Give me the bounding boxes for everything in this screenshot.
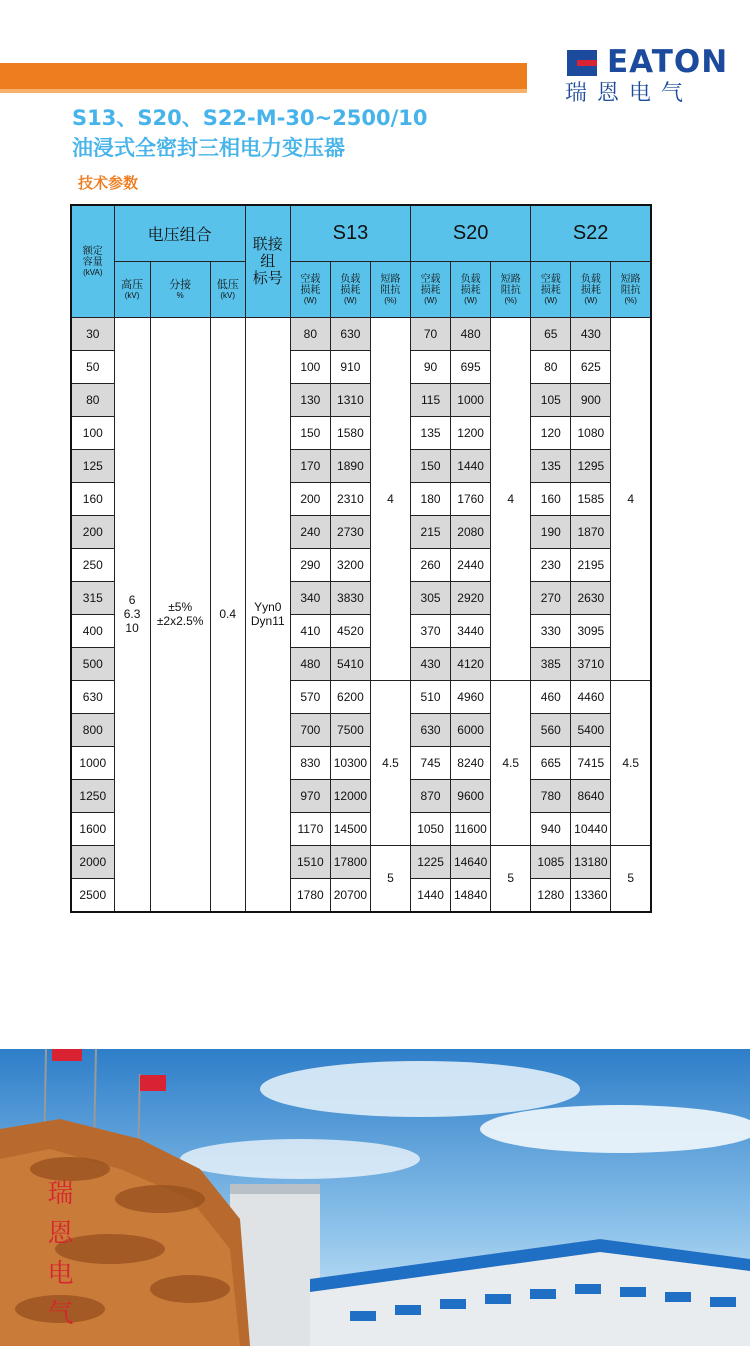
- noload-loss-cell: 105: [531, 383, 571, 416]
- noload-loss-cell: 190: [531, 515, 571, 548]
- series-s13-noload-header: 空载 损耗 (W): [290, 261, 330, 317]
- table-row: [71, 317, 651, 350]
- load-loss-cell: 6000: [451, 713, 491, 746]
- load-loss-cell: 430: [571, 317, 611, 350]
- series-s20-impedance-header: 短路 阻抗 (%): [491, 261, 531, 317]
- noload-loss-cell: 745: [411, 746, 451, 779]
- noload-loss-cell: 870: [411, 779, 451, 812]
- voltage-group-header: 电压组合: [114, 205, 245, 261]
- capacity-cell: 2000: [71, 845, 114, 878]
- load-loss-cell: 2630: [571, 581, 611, 614]
- capacity-cell: 1600: [71, 812, 114, 845]
- noload-loss-cell: 410: [290, 614, 330, 647]
- series-s20-load-header: 负载 损耗 (W): [451, 261, 491, 317]
- noload-loss-cell: 510: [411, 680, 451, 713]
- series-s13-impedance-header: 短路 阻抗 (%): [370, 261, 410, 317]
- series-s22-noload-header: 空载 损耗 (W): [531, 261, 571, 317]
- load-loss-cell: 1760: [451, 482, 491, 515]
- noload-loss-cell: 305: [411, 581, 451, 614]
- product-name-title: 油浸式全密封三相电力变压器: [72, 136, 345, 160]
- header-accent-bar: [0, 63, 527, 89]
- load-loss-cell: 1000: [451, 383, 491, 416]
- load-loss-cell: 13360: [571, 878, 611, 912]
- noload-loss-cell: 135: [411, 416, 451, 449]
- capacity-cell: 2500: [71, 878, 114, 912]
- noload-loss-cell: 430: [411, 647, 451, 680]
- capacity-cell: 630: [71, 680, 114, 713]
- section-label: 技术参数: [78, 174, 139, 192]
- load-loss-cell: 14640: [451, 845, 491, 878]
- noload-loss-cell: 230: [531, 548, 571, 581]
- load-loss-cell: 11600: [451, 812, 491, 845]
- noload-loss-cell: 1225: [411, 845, 451, 878]
- capacity-cell: 315: [71, 581, 114, 614]
- load-loss-cell: 7500: [330, 713, 370, 746]
- noload-loss-cell: 1050: [411, 812, 451, 845]
- capacity-cell: 250: [71, 548, 114, 581]
- noload-loss-cell: 1440: [411, 878, 451, 912]
- noload-loss-cell: 130: [290, 383, 330, 416]
- noload-loss-cell: 90: [411, 350, 451, 383]
- noload-loss-cell: 170: [290, 449, 330, 482]
- noload-loss-cell: 460: [531, 680, 571, 713]
- noload-loss-cell: 180: [411, 482, 451, 515]
- load-loss-cell: 4120: [451, 647, 491, 680]
- impedance-cell: 4: [370, 317, 410, 680]
- load-loss-cell: 10440: [571, 812, 611, 845]
- impedance-cell: 4: [491, 317, 531, 680]
- capacity-header: 额定 容量 (kVA): [71, 205, 114, 317]
- noload-loss-cell: 270: [531, 581, 571, 614]
- capacity-cell: 125: [71, 449, 114, 482]
- load-loss-cell: 3830: [330, 581, 370, 614]
- hv-header: 高压 (kV): [114, 261, 150, 317]
- factory-scene: [0, 1049, 750, 1346]
- series-s20-noload-header: 空载 损耗 (W): [411, 261, 451, 317]
- load-loss-cell: 10300: [330, 746, 370, 779]
- load-loss-cell: 1310: [330, 383, 370, 416]
- load-loss-cell: 8640: [571, 779, 611, 812]
- series-s13-header: S13: [290, 205, 410, 261]
- noload-loss-cell: 115: [411, 383, 451, 416]
- tap-header: 分接 %: [150, 261, 210, 317]
- eaton-logo: [565, 44, 729, 108]
- noload-loss-cell: 700: [290, 713, 330, 746]
- noload-loss-cell: 70: [411, 317, 451, 350]
- load-loss-cell: 14840: [451, 878, 491, 912]
- capacity-cell: 160: [71, 482, 114, 515]
- load-loss-cell: 1890: [330, 449, 370, 482]
- noload-loss-cell: 160: [531, 482, 571, 515]
- factory-sign-text: 瑞恩电气: [43, 1179, 73, 1339]
- noload-loss-cell: 830: [290, 746, 330, 779]
- load-loss-cell: 13180: [571, 845, 611, 878]
- load-loss-cell: 7415: [571, 746, 611, 779]
- noload-loss-cell: 570: [290, 680, 330, 713]
- load-loss-cell: 20700: [330, 878, 370, 912]
- noload-loss-cell: 100: [290, 350, 330, 383]
- product-model-title: S13、S20、S22-M-30~2500/10: [72, 106, 428, 130]
- load-loss-cell: 900: [571, 383, 611, 416]
- capacity-cell: 30: [71, 317, 114, 350]
- load-loss-cell: 2080: [451, 515, 491, 548]
- load-loss-cell: 9600: [451, 779, 491, 812]
- noload-loss-cell: 215: [411, 515, 451, 548]
- load-loss-cell: 625: [571, 350, 611, 383]
- load-loss-cell: 17800: [330, 845, 370, 878]
- capacity-cell: 400: [71, 614, 114, 647]
- subheader-row: [71, 261, 651, 317]
- load-loss-cell: 1440: [451, 449, 491, 482]
- noload-loss-cell: 1510: [290, 845, 330, 878]
- impedance-cell: 5: [370, 845, 410, 912]
- noload-loss-cell: 1085: [531, 845, 571, 878]
- impedance-cell: 4: [611, 317, 651, 680]
- lv-header: 低压 (kV): [210, 261, 245, 317]
- noload-loss-cell: 630: [411, 713, 451, 746]
- spec-table: [70, 204, 652, 913]
- noload-loss-cell: 240: [290, 515, 330, 548]
- load-loss-cell: 12000: [330, 779, 370, 812]
- lv-value-cell: 0.4: [210, 317, 245, 912]
- impedance-cell: 4.5: [370, 680, 410, 845]
- load-loss-cell: 4960: [451, 680, 491, 713]
- noload-loss-cell: 780: [531, 779, 571, 812]
- load-loss-cell: 4460: [571, 680, 611, 713]
- load-loss-cell: 1580: [330, 416, 370, 449]
- load-loss-cell: 695: [451, 350, 491, 383]
- load-loss-cell: 480: [451, 317, 491, 350]
- noload-loss-cell: 150: [411, 449, 451, 482]
- capacity-cell: 1250: [71, 779, 114, 812]
- load-loss-cell: 2195: [571, 548, 611, 581]
- noload-loss-cell: 65: [531, 317, 571, 350]
- hv-values-cell: 6 6.3 10: [114, 317, 150, 912]
- load-loss-cell: 14500: [330, 812, 370, 845]
- load-loss-cell: 3200: [330, 548, 370, 581]
- noload-loss-cell: 665: [531, 746, 571, 779]
- impedance-cell: 5: [611, 845, 651, 912]
- series-s22-impedance-header: 短路 阻抗 (%): [611, 261, 651, 317]
- noload-loss-cell: 80: [290, 317, 330, 350]
- series-s13-load-header: 负载 损耗 (W): [330, 261, 370, 317]
- capacity-cell: 200: [71, 515, 114, 548]
- impedance-cell: 5: [491, 845, 531, 912]
- load-loss-cell: 1080: [571, 416, 611, 449]
- load-loss-cell: 2310: [330, 482, 370, 515]
- factory-photo: [0, 1049, 750, 1346]
- logo-cn-text: 瑞恩电气: [565, 81, 694, 106]
- noload-loss-cell: 290: [290, 548, 330, 581]
- load-loss-cell: 5400: [571, 713, 611, 746]
- load-loss-cell: 1585: [571, 482, 611, 515]
- noload-loss-cell: 1780: [290, 878, 330, 912]
- noload-loss-cell: 120: [531, 416, 571, 449]
- load-loss-cell: 2440: [451, 548, 491, 581]
- impedance-cell: 4.5: [611, 680, 651, 845]
- noload-loss-cell: 340: [290, 581, 330, 614]
- series-s20-header: S20: [411, 205, 531, 261]
- series-s22-load-header: 负载 损耗 (W): [571, 261, 611, 317]
- load-loss-cell: 2730: [330, 515, 370, 548]
- series-s22-header: S22: [531, 205, 651, 261]
- noload-loss-cell: 260: [411, 548, 451, 581]
- load-loss-cell: 2920: [451, 581, 491, 614]
- capacity-cell: 500: [71, 647, 114, 680]
- spec-table-body: [71, 317, 651, 912]
- load-loss-cell: 6200: [330, 680, 370, 713]
- capacity-cell: 80: [71, 383, 114, 416]
- capacity-cell: 50: [71, 350, 114, 383]
- noload-loss-cell: 370: [411, 614, 451, 647]
- noload-loss-cell: 330: [531, 614, 571, 647]
- noload-loss-cell: 1170: [290, 812, 330, 845]
- load-loss-cell: 910: [330, 350, 370, 383]
- load-loss-cell: 1295: [571, 449, 611, 482]
- noload-loss-cell: 385: [531, 647, 571, 680]
- connection-values-cell: Yyn0 Dyn11: [245, 317, 290, 912]
- noload-loss-cell: 150: [290, 416, 330, 449]
- logo-mark-icon: [565, 48, 599, 78]
- connection-header: 联接 组 标号: [245, 205, 290, 317]
- capacity-cell: 100: [71, 416, 114, 449]
- load-loss-cell: 3095: [571, 614, 611, 647]
- noload-loss-cell: 1280: [531, 878, 571, 912]
- noload-loss-cell: 560: [531, 713, 571, 746]
- logo-eaton-text: EATON: [607, 44, 729, 80]
- noload-loss-cell: 940: [531, 812, 571, 845]
- load-loss-cell: 3710: [571, 647, 611, 680]
- noload-loss-cell: 135: [531, 449, 571, 482]
- load-loss-cell: 8240: [451, 746, 491, 779]
- noload-loss-cell: 970: [290, 779, 330, 812]
- load-loss-cell: 630: [330, 317, 370, 350]
- load-loss-cell: 3440: [451, 614, 491, 647]
- tap-values-cell: ±5% ±2x2.5%: [150, 317, 210, 912]
- capacity-cell: 1000: [71, 746, 114, 779]
- load-loss-cell: 5410: [330, 647, 370, 680]
- noload-loss-cell: 480: [290, 647, 330, 680]
- load-loss-cell: 1200: [451, 416, 491, 449]
- capacity-cell: 800: [71, 713, 114, 746]
- impedance-cell: 4.5: [491, 680, 531, 845]
- load-loss-cell: 1870: [571, 515, 611, 548]
- noload-loss-cell: 200: [290, 482, 330, 515]
- load-loss-cell: 4520: [330, 614, 370, 647]
- noload-loss-cell: 80: [531, 350, 571, 383]
